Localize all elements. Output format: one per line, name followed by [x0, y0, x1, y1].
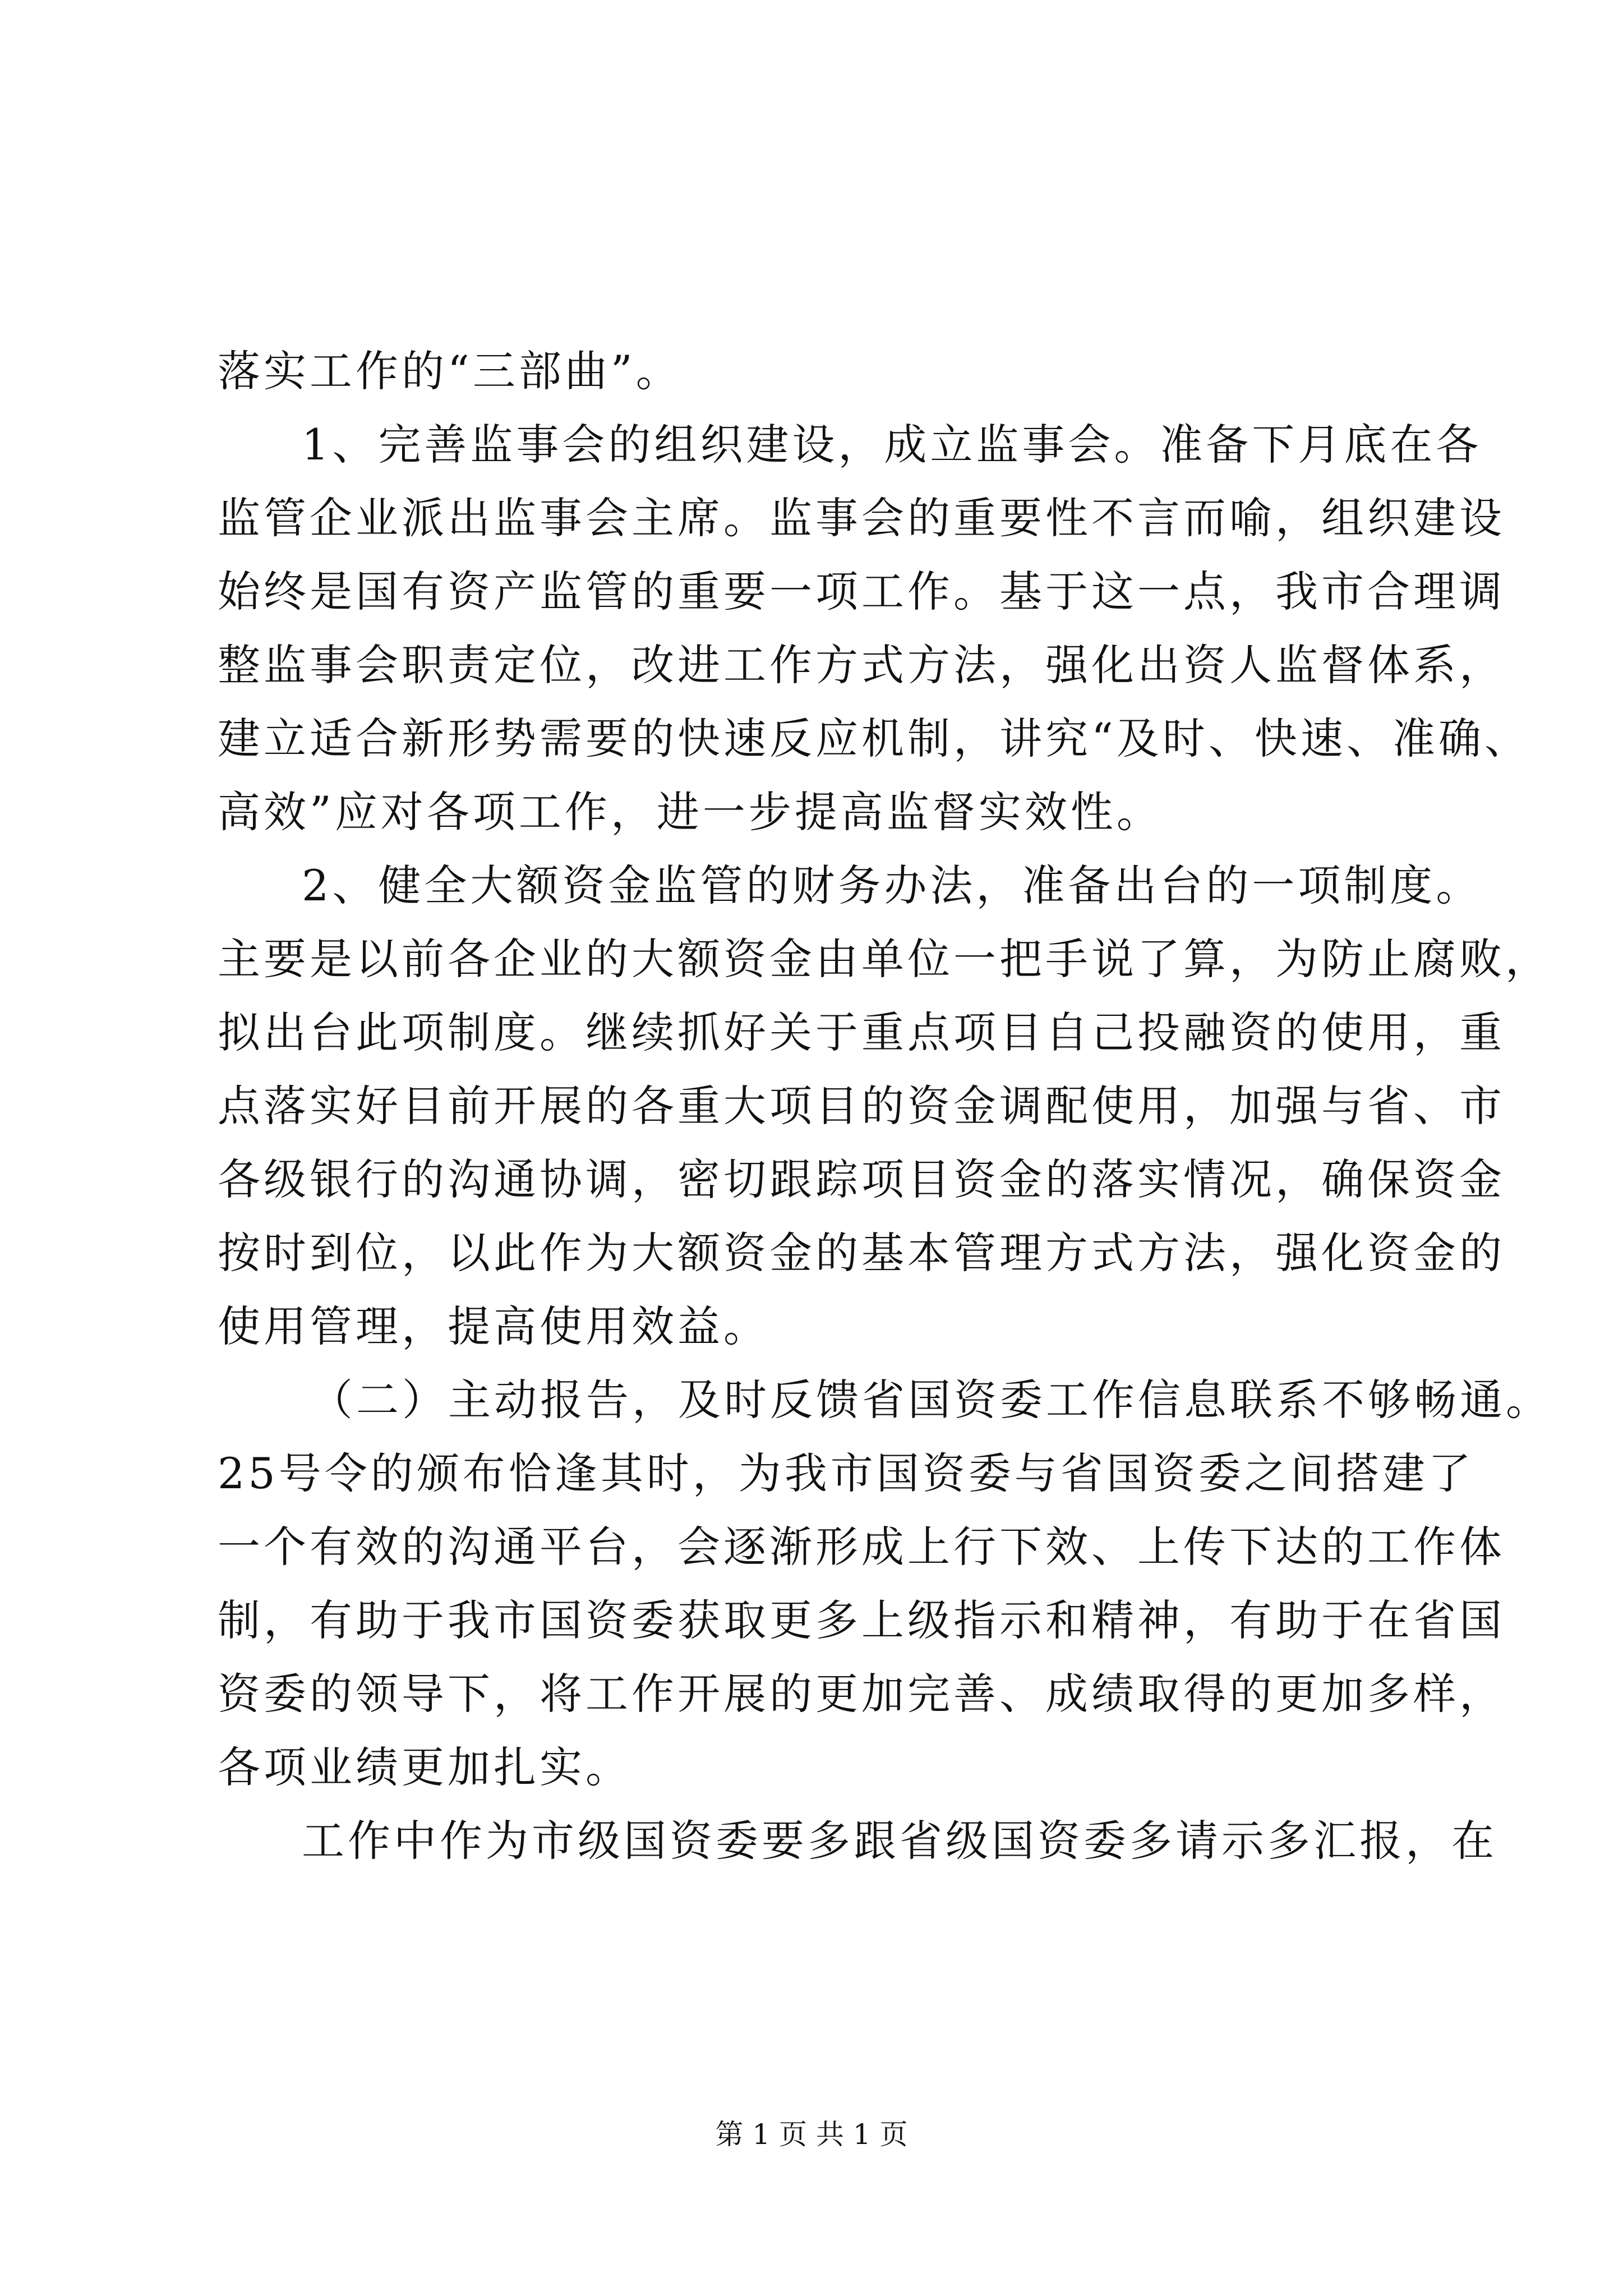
text-line: 高效”应对各项工作，进一步提高监督实效性。 — [218, 787, 1163, 837]
text-line: 各项业绩更加扎实。 — [218, 1742, 631, 1792]
text-line: 制，有助于我市国资委获取更多上级指示和精神，有助于在省国 — [218, 1595, 1505, 1645]
text-line: 工作中作为市级国资委要多跟省级国资委多请示多汇报，在 — [302, 1816, 1497, 1866]
text-line: 点落实好目前开展的各重大项目的资金调配使用，加强与省、市 — [218, 1081, 1505, 1131]
text-line: 1、完善监事会的组织建设，成立监事会。准备下月底在各 — [302, 420, 1482, 470]
text-line: （二）主动报告，及时反馈省国资委工作信息联系不够畅通。 — [310, 1375, 1552, 1425]
text-line: 各级银行的沟通协调，密切跟踪项目资金的落实情况，确保资金 — [218, 1154, 1505, 1204]
text-line: 监管企业派出监事会主席。监事会的重要性不言而喻，组织建设 — [218, 493, 1505, 543]
text-line: 资委的领导下，将工作开展的更加完善、成绩取得的更加多样， — [218, 1669, 1505, 1719]
text-line: 按时到位，以此作为大额资金的基本管理方式方法，强化资金的 — [218, 1228, 1505, 1278]
text-line: 始终是国有资产监管的重要一项工作。基于这一点，我市合理调 — [218, 567, 1505, 616]
text-line: 建立适合新形势需要的快速反应机制，讲究“及时、快速、准确、 — [218, 714, 1530, 763]
text-line: 2、健全大额资金监管的财务办法，准备出台的一项制度。 — [302, 861, 1482, 910]
text-line: 整监事会职责定位，改进工作方式方法，强化出资人监督体系， — [218, 640, 1505, 690]
text-line: 落实工作的“三部曲”。 — [218, 346, 682, 396]
text-line: 一个有效的沟通平台，会逐渐形成上行下效、上传下达的工作体 — [218, 1522, 1505, 1572]
text-line: 拟出台此项制度。继续抓好关于重点项目自己投融资的使用，重 — [218, 1007, 1505, 1057]
text-line: 25号令的颁布恰逢其时，为我市国资委与省国资委之间搭建了 — [218, 1448, 1474, 1498]
text-line: 使用管理，提高使用效益。 — [218, 1301, 769, 1351]
page-footer: 第 1 页 共 1 页 — [715, 2118, 908, 2151]
text-line: 主要是以前各企业的大额资金由单位一把手说了算，为防止腐败， — [218, 934, 1551, 984]
